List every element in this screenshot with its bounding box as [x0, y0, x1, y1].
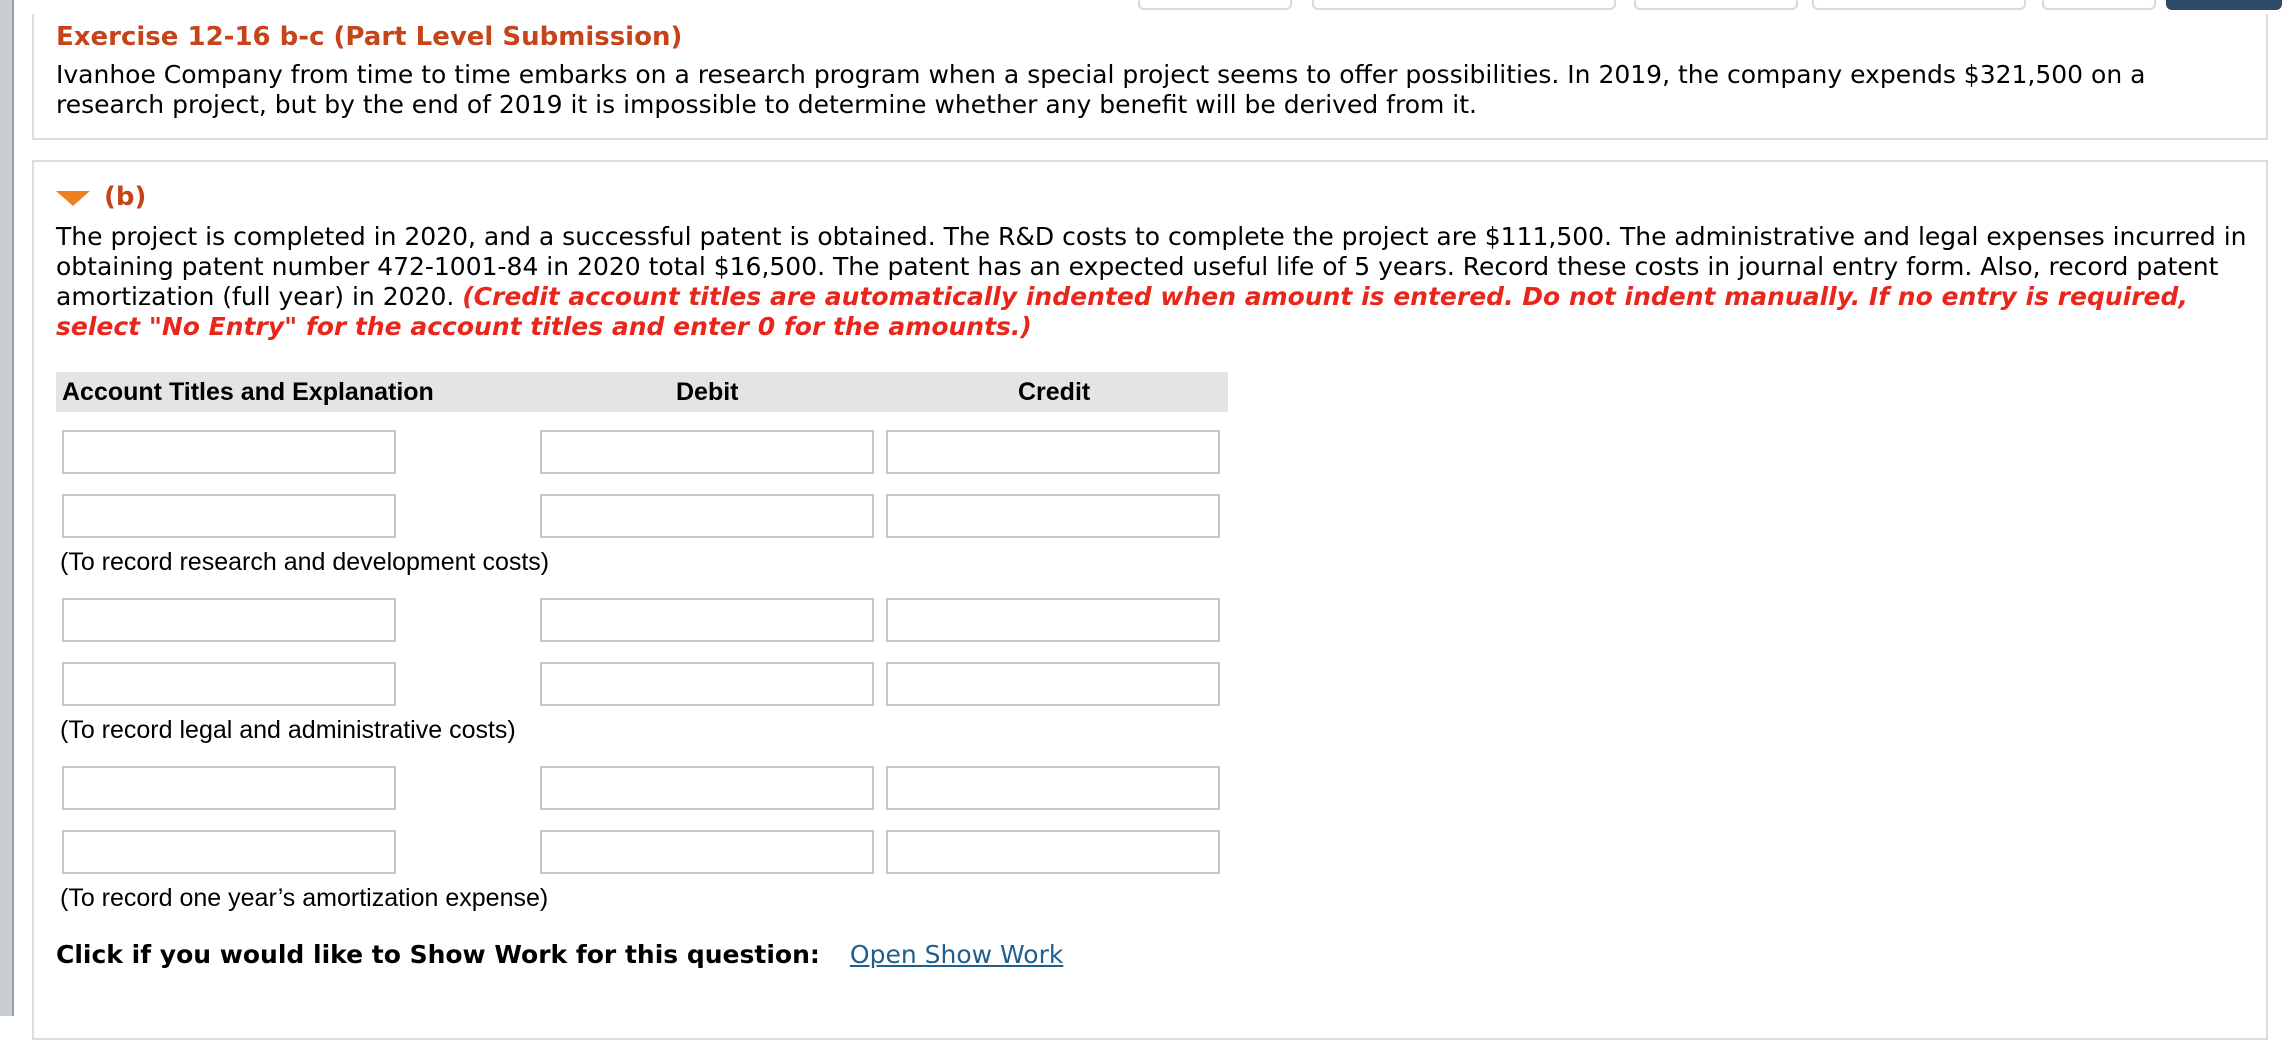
credit-input[interactable]	[886, 662, 1220, 706]
account-title-input[interactable]	[62, 494, 396, 538]
credit-input[interactable]	[886, 494, 1220, 538]
top-toolbar-strip	[14, 0, 2288, 14]
debit-input[interactable]	[540, 662, 874, 706]
credit-input[interactable]	[886, 766, 1220, 810]
debit-input[interactable]	[540, 830, 874, 874]
account-title-input[interactable]	[62, 598, 396, 642]
show-work-row	[56, 940, 1063, 969]
toolbar-tab[interactable]	[1138, 0, 1292, 10]
exercise-panel	[32, 14, 2268, 140]
account-title-input[interactable]	[62, 830, 396, 874]
part-b-panel	[32, 160, 2268, 1040]
toolbar-tab[interactable]	[1812, 0, 2026, 10]
left-edge-bar	[0, 0, 14, 1016]
part-label: (b)	[104, 182, 147, 212]
part-b-text: The project is completed in 2020, and a successful patent is obtained. The R&D costs to complete the project are $111,500. The administrative and legal expenses incurred in obtaining patent number 472-1001-84 in 2020 total $16,500. The patent has an expected useful life of 5 years. Record these costs in journal entry form. Also, record patent amortization (full year) in 2020.	[56, 222, 2247, 311]
journal-table-header	[56, 372, 1228, 412]
toolbar-tab[interactable]	[2042, 0, 2156, 10]
part-b-instruction: (Credit account titles are automatically indented when amount is entered. Do not indent manually. If no entry is required, select "No Entry" for the account titles and enter 0 for the amounts.)	[56, 282, 2188, 341]
toolbar-tab[interactable]	[1312, 0, 1616, 10]
account-title-input[interactable]	[62, 430, 396, 474]
part-b-description	[56, 222, 2256, 342]
header-debit: Debit	[676, 378, 739, 406]
collapse-triangle-icon[interactable]	[56, 191, 90, 206]
exercise-title: Exercise 12-16 b-c (Part Level Submission)	[56, 22, 683, 52]
entry-explanation: (To record research and development costs)	[60, 548, 550, 576]
toolbar-tab[interactable]	[1634, 0, 1798, 10]
open-show-work-link[interactable]: Open Show Work	[849, 940, 1064, 969]
part-b-header[interactable]	[56, 182, 146, 212]
credit-input[interactable]	[886, 830, 1220, 874]
account-title-input[interactable]	[62, 662, 396, 706]
credit-input[interactable]	[886, 598, 1220, 642]
credit-input[interactable]	[886, 430, 1220, 474]
show-work-label: Click if you would like to Show Work for this question:	[56, 940, 820, 969]
debit-input[interactable]	[540, 430, 874, 474]
debit-input[interactable]	[540, 598, 874, 642]
debit-input[interactable]	[540, 494, 874, 538]
toolbar-primary-button[interactable]	[2166, 0, 2282, 10]
exercise-description: Ivanhoe Company from time to time embarks on a research program when a special project seems to offer possibilities. In 2019, the company expends $321,500 on a research project, but by the end of 2019 it is impossible to determine whether any benefit will be derived from it.	[56, 60, 2146, 119]
header-credit: Credit	[1018, 378, 1091, 406]
account-title-input[interactable]	[62, 766, 396, 810]
entry-explanation: (To record legal and administrative costs)	[60, 716, 516, 744]
entry-explanation: (To record one year’s amortization expense)	[60, 884, 549, 912]
header-account-titles: Account Titles and Explanation	[62, 378, 434, 406]
debit-input[interactable]	[540, 766, 874, 810]
